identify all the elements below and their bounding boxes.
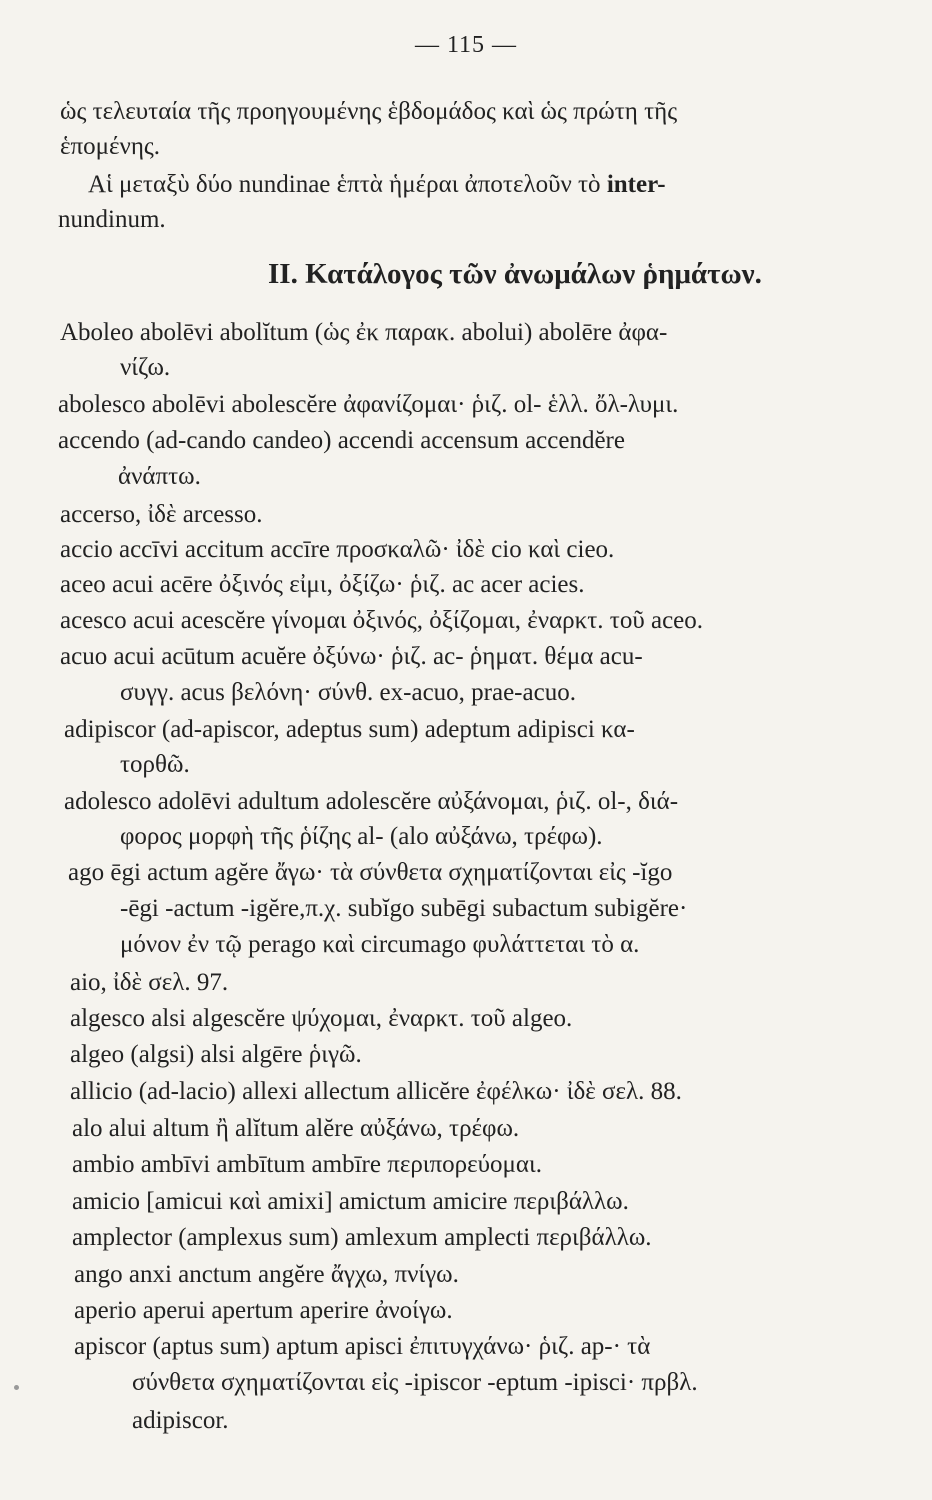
entry-line: νίζω.	[120, 354, 171, 381]
intro-line-1: ὡς τελευταία τῆς προηγουμένης ἑβδομάδος καὶ ὡς πρώτη τῆς	[60, 98, 678, 125]
entry-line: accio accīvi accitum accīre προσκαλῶ· ἰδὲ cio καὶ cieo.	[60, 536, 615, 563]
entry-line: allicio (ad-lacio) allexi allectum allicĕre ἐφέλκω· ἰδὲ σελ. 88.	[70, 1078, 682, 1105]
entry-line: algesco alsi algescĕre ψύχομαι, ἐναρκτ. τοῦ algeo.	[70, 1005, 573, 1032]
entry-line: alo alui altum ἢ alĭtum alĕre αὐξάνω, τρέφω.	[72, 1115, 520, 1142]
entry-line: συγγ. acus βελόνη· σύνθ. ex-acuo, prae-acuo.	[120, 679, 576, 706]
entry-line: μόνον ἐν τῷ perago καὶ circumago φυλάττεται τὸ α.	[120, 931, 640, 958]
intro-line-2: ἑπομένης.	[60, 133, 161, 160]
entry-line: amplector (amplexus sum) amlexum amplecti περιβάλλω.	[72, 1224, 652, 1251]
intro-line-3: Αἱ μεταξὺ δύο nundinae ἑπτὰ ἡμέραι ἀποτελοῦν τὸ inter-	[88, 171, 666, 198]
entry-line: adolesco adolēvi adultum adolescĕre αὐξάνομαι, ῥιζ. ol-, διά-	[64, 788, 679, 815]
entry-line: aio, ἰδὲ σελ. 97.	[70, 969, 229, 996]
entry-line: aceo acui acēre ὀξινός εἰμι, ὀξίζω· ῥιζ. ac acer acies.	[60, 571, 585, 598]
entry-line: accendo (ad-cando candeo) accendi accensum accendĕre	[58, 427, 625, 454]
entry-line: φορος μορφὴ τῆς ῥίζης al- (alo αὐξάνω, τρέφω).	[120, 823, 603, 850]
entry-line: aperio aperui apertum aperire ἀνοίγω.	[74, 1297, 453, 1324]
entry-line: Aboleo abolēvi abolĭtum (ὡς ἐκ παρακ. abolui) abolēre ἀφα-	[60, 319, 668, 346]
intro-line-4: nundinum.	[58, 206, 166, 233]
section-heading: II. Κατάλογος τῶν ἀνωμάλων ῥημάτων.	[268, 258, 762, 290]
entry-line: amicio [amicui καὶ amixi] amictum amicire περιβάλλω.	[72, 1188, 629, 1215]
entry-line: -ēgi -actum -igĕre,π.χ. subĭgo subēgi subactum subigĕre·	[120, 895, 688, 922]
entry-line: acuo acui acūtum acuĕre ὀξύνω· ῥιζ. ac- ῥηματ. θέμα acu-	[60, 643, 643, 670]
entry-line: acesco acui acescĕre γίνομαι ὀξινός, ὀξίζομαι, ἐναρκτ. τοῦ aceo.	[60, 607, 704, 634]
entry-line: τορθῶ.	[120, 751, 190, 778]
entry-line: ἀνάπτω.	[118, 463, 201, 490]
entry-line: ambio ambīvi ambītum ambīre περιπορεύομαι.	[72, 1151, 542, 1178]
entry-line: accerso, ἰδὲ arcesso.	[60, 501, 263, 528]
entry-line: σύνθετα σχηματίζονται εἰς -ipiscor -eptum -ipisci· πρβλ.	[132, 1369, 698, 1396]
entry-line: ango anxi anctum angĕre ἄγχω, πνίγω.	[74, 1261, 459, 1288]
entry-line: adipiscor (ad-apiscor, adeptus sum) adeptum adipisci κα-	[64, 716, 635, 743]
page-number: — 115 —	[414, 32, 518, 58]
entry-line: adipiscor.	[132, 1407, 229, 1434]
entry-line: algeo (algsi) alsi algēre ῥιγῶ.	[70, 1041, 362, 1068]
scan-speck	[14, 1385, 19, 1390]
entry-line: apiscor (aptus sum) aptum apisci ἐπιτυγχάνω· ῥιζ. ap-· τὰ	[74, 1333, 651, 1360]
entry-line: ago ēgi actum agĕre ἄγω· τὰ σύνθετα σχηματίζονται εἰς -ĭgo	[68, 859, 673, 886]
entry-line: abolesco abolēvi abolescĕre ἀφανίζομαι· ῥιζ. ol- ἑλλ. ὄλ-λυμι.	[58, 391, 679, 418]
